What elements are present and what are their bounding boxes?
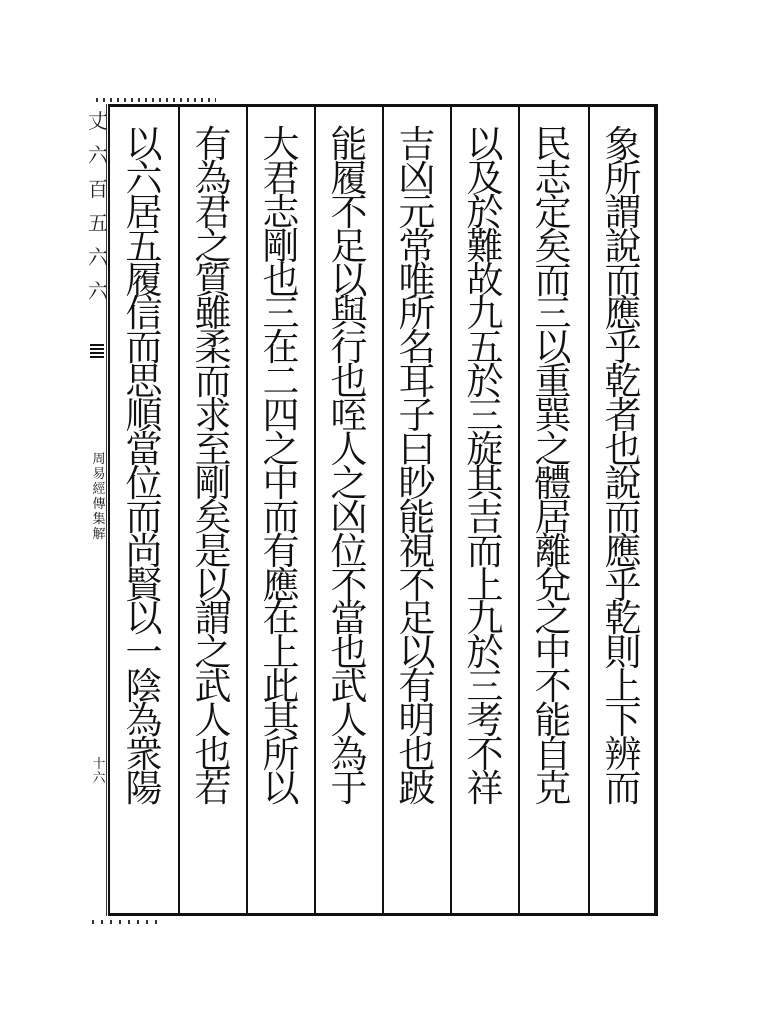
column-character: 剛 bbox=[194, 461, 232, 505]
column-character: 而 bbox=[125, 326, 163, 370]
column-character: 而 bbox=[604, 766, 642, 810]
column-character: 三 bbox=[466, 665, 504, 709]
column-character: 之 bbox=[534, 428, 572, 472]
text-column-1 bbox=[590, 123, 656, 908]
column-character: 克 bbox=[534, 766, 572, 810]
column-character: 於 bbox=[466, 360, 504, 404]
margin-character: 易 bbox=[92, 467, 106, 482]
column-character: 九 bbox=[466, 597, 504, 641]
column-character: 而 bbox=[604, 258, 642, 302]
column-character: 所 bbox=[398, 292, 436, 336]
margin-character: 六 bbox=[88, 245, 108, 269]
column-character: 與 bbox=[330, 292, 368, 336]
column-character: 衆 bbox=[125, 733, 163, 777]
column-character: 說 bbox=[604, 224, 642, 268]
column-character: 則 bbox=[604, 631, 642, 675]
column-character: 矣 bbox=[194, 495, 232, 539]
column-character: 乾 bbox=[604, 597, 642, 641]
column-character: 九 bbox=[466, 292, 504, 336]
column-character: 重 bbox=[534, 360, 572, 404]
column-character: 以 bbox=[398, 631, 436, 675]
text-column-7 bbox=[180, 123, 246, 908]
column-character: 而 bbox=[194, 360, 232, 404]
column-character: 為 bbox=[330, 733, 368, 777]
column-character: 三 bbox=[262, 292, 300, 336]
margin-top-fragment bbox=[88, 104, 108, 308]
column-character: 祥 bbox=[466, 766, 504, 810]
column-character: 而 bbox=[466, 529, 504, 573]
column-character: 旋 bbox=[466, 428, 504, 472]
column-character: 也 bbox=[262, 258, 300, 302]
text-column-2 bbox=[520, 123, 586, 908]
column-character: 之 bbox=[330, 461, 368, 505]
column-character: 乎 bbox=[604, 326, 642, 370]
text-column-6 bbox=[248, 123, 314, 908]
column-character: 足 bbox=[330, 224, 368, 268]
column-character: 有 bbox=[262, 529, 300, 573]
column-character: 應 bbox=[262, 563, 300, 607]
column-character: 凶 bbox=[330, 495, 368, 539]
column-character: 所 bbox=[604, 156, 642, 200]
margin-character: 解 bbox=[92, 527, 106, 542]
column-character: 大 bbox=[262, 123, 300, 166]
column-character: 考 bbox=[466, 699, 504, 743]
column-character: 有 bbox=[194, 123, 232, 166]
column-character: 為 bbox=[125, 699, 163, 743]
column-character: 名 bbox=[398, 326, 436, 370]
column-character: 中 bbox=[262, 461, 300, 505]
column-character: 象 bbox=[604, 123, 642, 166]
margin-character: 經 bbox=[92, 482, 106, 497]
column-character: 賢 bbox=[125, 563, 163, 607]
column-character: 謂 bbox=[604, 190, 642, 234]
column-character: 咥 bbox=[330, 394, 368, 438]
column-character: 應 bbox=[604, 529, 642, 573]
column-character: 履 bbox=[125, 258, 163, 302]
column-character: 離 bbox=[534, 529, 572, 573]
column-character: 應 bbox=[604, 292, 642, 336]
column-character: 武 bbox=[330, 665, 368, 709]
column-character: 元 bbox=[398, 190, 436, 234]
column-character: 也 bbox=[330, 631, 368, 675]
column-character: 以 bbox=[466, 123, 504, 166]
column-character: 以 bbox=[330, 258, 368, 302]
column-character: 眇 bbox=[398, 461, 436, 505]
column-character: 柔 bbox=[194, 326, 232, 370]
column-character: 也 bbox=[604, 428, 642, 472]
text-column-5 bbox=[316, 123, 382, 908]
column-character: 不 bbox=[534, 665, 572, 709]
column-character: 至 bbox=[194, 428, 232, 472]
column-character: 能 bbox=[398, 495, 436, 539]
column-character: 自 bbox=[534, 733, 572, 777]
column-character: 以 bbox=[262, 766, 300, 810]
column-character: 中 bbox=[534, 631, 572, 675]
column-character: 志 bbox=[262, 190, 300, 234]
column-character: 其 bbox=[262, 699, 300, 743]
column-character: 為 bbox=[194, 156, 232, 200]
text-column-3 bbox=[452, 123, 518, 908]
column-character: 不 bbox=[398, 563, 436, 607]
column-character: 人 bbox=[194, 699, 232, 743]
column-character: 之 bbox=[194, 224, 232, 268]
column-character: 求 bbox=[194, 394, 232, 438]
column-character: 陰 bbox=[125, 665, 163, 709]
column-character: 子 bbox=[398, 394, 436, 438]
column-character: 四 bbox=[262, 394, 300, 438]
column-character: 五 bbox=[466, 326, 504, 370]
column-character: 志 bbox=[534, 156, 572, 200]
column-character: 及 bbox=[466, 156, 504, 200]
column-character: 武 bbox=[194, 665, 232, 709]
column-character: 之 bbox=[194, 631, 232, 675]
column-character: 不 bbox=[330, 563, 368, 607]
margin-character: 六 bbox=[88, 143, 108, 167]
column-character: 居 bbox=[125, 190, 163, 234]
column-character: 尚 bbox=[125, 529, 163, 573]
column-character: 於 bbox=[466, 190, 504, 234]
column-character: 質 bbox=[194, 258, 232, 302]
column-character: 君 bbox=[262, 156, 300, 200]
column-character: 以 bbox=[534, 326, 572, 370]
margin-character: 六 bbox=[88, 279, 108, 303]
column-character: 民 bbox=[534, 123, 572, 166]
column-character: 此 bbox=[262, 665, 300, 709]
column-character: 明 bbox=[398, 699, 436, 743]
text-column-8 bbox=[111, 123, 177, 908]
column-character: 其 bbox=[466, 461, 504, 505]
column-character: 體 bbox=[534, 461, 572, 505]
column-character: 履 bbox=[330, 156, 368, 200]
column-character: 以 bbox=[194, 563, 232, 607]
column-character: 二 bbox=[262, 360, 300, 404]
column-character: 三 bbox=[534, 292, 572, 336]
column-character: 以 bbox=[125, 123, 163, 166]
column-character: 順 bbox=[125, 394, 163, 438]
column-character: 上 bbox=[262, 631, 300, 675]
margin-character: 百 bbox=[88, 177, 108, 201]
column-character: 以 bbox=[125, 597, 163, 641]
margin-character: 丈 bbox=[88, 109, 108, 133]
top-margin-dots bbox=[96, 98, 216, 102]
column-character: 兌 bbox=[534, 563, 572, 607]
column-character: 是 bbox=[194, 529, 232, 573]
column-character: 謂 bbox=[194, 597, 232, 641]
column-character: 而 bbox=[604, 495, 642, 539]
column-character: 人 bbox=[330, 428, 368, 472]
column-character: 人 bbox=[330, 699, 368, 743]
column-character: 于 bbox=[330, 766, 368, 810]
column-character: 五 bbox=[125, 224, 163, 268]
margin-character: 五 bbox=[88, 211, 108, 235]
column-character: 思 bbox=[125, 360, 163, 404]
column-character: 足 bbox=[398, 597, 436, 641]
column-character: 下 bbox=[604, 699, 642, 743]
column-character: 剛 bbox=[262, 224, 300, 268]
column-character: 在 bbox=[262, 326, 300, 370]
column-character: 位 bbox=[125, 461, 163, 505]
bottom-margin-dots bbox=[92, 920, 162, 924]
column-character: 矣 bbox=[534, 224, 572, 268]
text-column-4 bbox=[384, 123, 450, 908]
column-character: 不 bbox=[466, 733, 504, 777]
column-character: 位 bbox=[330, 529, 368, 573]
column-character: 耳 bbox=[398, 360, 436, 404]
column-character: 凶 bbox=[398, 156, 436, 200]
column-character: 常 bbox=[398, 224, 436, 268]
column-character: 吉 bbox=[466, 495, 504, 539]
column-character: 上 bbox=[604, 665, 642, 709]
column-character: 也 bbox=[398, 733, 436, 777]
column-character: 行 bbox=[330, 326, 368, 370]
column-character: 六 bbox=[125, 156, 163, 200]
margin-character: 集 bbox=[92, 512, 106, 527]
column-character: 而 bbox=[125, 495, 163, 539]
column-character: 視 bbox=[398, 529, 436, 573]
column-character: 君 bbox=[194, 190, 232, 234]
column-character: 一 bbox=[125, 631, 163, 675]
column-character: 而 bbox=[534, 258, 572, 302]
column-character: 也 bbox=[194, 733, 232, 777]
column-character: 在 bbox=[262, 597, 300, 641]
margin-character: 周 bbox=[92, 452, 106, 467]
column-character: 故 bbox=[466, 258, 504, 302]
column-character: 巽 bbox=[534, 394, 572, 438]
column-character: 辨 bbox=[604, 733, 642, 777]
column-character: 雖 bbox=[194, 292, 232, 336]
column-character: 能 bbox=[330, 123, 368, 166]
column-character: 不 bbox=[330, 190, 368, 234]
column-character: 當 bbox=[125, 428, 163, 472]
margin-book-title bbox=[92, 452, 106, 542]
column-character: 吉 bbox=[398, 123, 436, 166]
margin-character: 六 bbox=[92, 771, 106, 786]
column-character: 之 bbox=[262, 428, 300, 472]
column-character: 跛 bbox=[398, 766, 436, 810]
column-character: 於 bbox=[466, 631, 504, 675]
margin-character: 傳 bbox=[92, 497, 106, 512]
column-character: 乎 bbox=[604, 563, 642, 607]
column-character: 陽 bbox=[125, 766, 163, 810]
column-character: 三 bbox=[466, 394, 504, 438]
column-character: 所 bbox=[262, 733, 300, 777]
margin-page-number bbox=[92, 758, 106, 786]
column-character: 信 bbox=[125, 292, 163, 336]
column-character: 能 bbox=[534, 699, 572, 743]
column-character: 當 bbox=[330, 597, 368, 641]
column-character: 唯 bbox=[398, 258, 436, 302]
fish-tail-mark bbox=[90, 342, 104, 358]
column-character: 難 bbox=[466, 224, 504, 268]
column-character: 定 bbox=[534, 190, 572, 234]
column-character: 曰 bbox=[398, 428, 436, 472]
column-character: 若 bbox=[194, 766, 232, 810]
margin-character: 十 bbox=[92, 757, 106, 772]
column-character: 乾 bbox=[604, 360, 642, 404]
column-character: 而 bbox=[262, 495, 300, 539]
column-character: 上 bbox=[466, 563, 504, 607]
column-character: 說 bbox=[604, 461, 642, 505]
column-character: 也 bbox=[330, 360, 368, 404]
column-character: 者 bbox=[604, 394, 642, 438]
column-character: 之 bbox=[534, 597, 572, 641]
column-character: 居 bbox=[534, 495, 572, 539]
column-character: 有 bbox=[398, 665, 436, 709]
